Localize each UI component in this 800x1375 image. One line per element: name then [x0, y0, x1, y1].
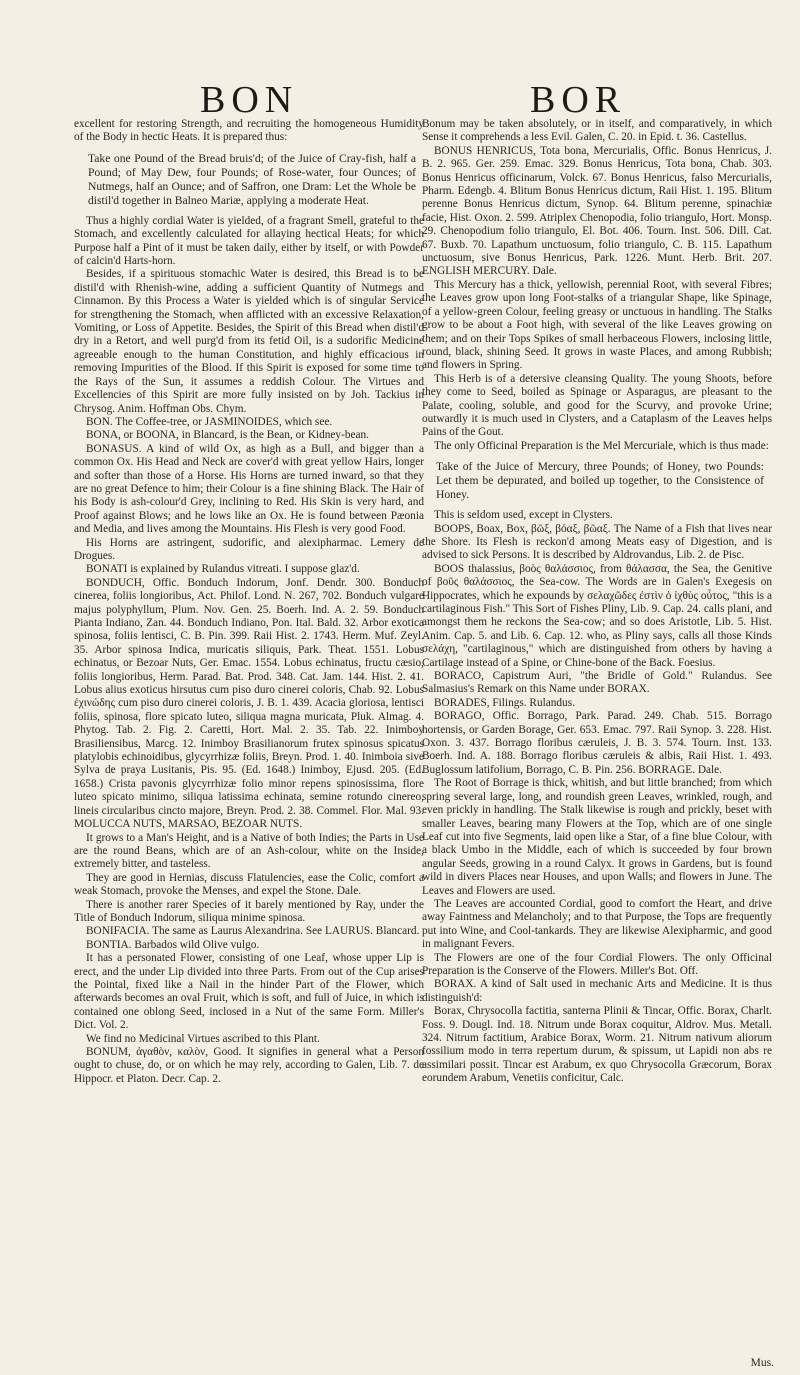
- right-running-head: BOR: [530, 79, 627, 121]
- entry-paragraph: Thus a highly cordial Water is yielded, of a fragrant Smell, grateful to the Stomach, and excellently calculated for allaying hectical Heats; for which Purpose half a Pint of it must be taken daily, either by itself, or with Powder of calcin'd Harts-horn.: [74, 214, 424, 268]
- entry-paragraph: The Root of Borrage is thick, whitish, and but little branched; from which spring several large, long, and roundish green Leaves, wrinkled, rough, and even prickly in handling. The Stalk likewise is rough and prickly, beset with smaller Leaves, bearing many Flowers at the Top, which are of one single Leaf cut into five Segments, laid open like a Star, of a fine blue Colour, with a black Umbo in the Middle, each of which is succeeded by four brown angular Seeds, growing in a round Calyx. It grows in Gardens, but is found wild in divers Places near Houses, and upon Walls; and flowers in June. The Leaves and Flowers are used.: [422, 777, 772, 897]
- entry-paragraph: BORACO, Capistrum Auri, "the Bridle of Gold." Rulandus. See Salmasius's Remark on this Name under BORAX.: [422, 670, 772, 696]
- entry-paragraph: BONASUS. A kind of wild Ox, as high as a Bull, and bigger than a common Ox. His Head and Neck are cover'd with great yellow Hairs, longer and softer than those of a Horse. His Horns are turned inward, so that they are no great Defence to him; their Colour is a fine shining Black. The Hair of his Body is ash-colour'd Grey, inclining to Red. His Skin is very hard, and Proof against Blows; and he lows like an Ox. He is found between Pæonia and Media, and lives among the Mountains. His Flesh is very good Food.: [74, 442, 424, 536]
- entry-paragraph: His Horns are astringent, sudorific, and alexipharmac. Lemery de Drogues.: [74, 536, 424, 562]
- entry-paragraph: We find no Medicinal Virtues ascribed to this Plant.: [86, 1032, 320, 1045]
- entry-paragraph: BOOS thalassius, βοὸς θαλάσσιος, from θάλασσα, the Sea, the Genitive of βοῦς θαλάσσιος, the Sea-cow. The Words are in Galen's Exegesis on Hippocrates, which he expounds by σελαχῶδες ἐστὶν ὁ ἰχθὺς οὗτος, "this is a cartilaginous Fish." This Sort of Fishes Pliny, Lib. 9. Cap. 24. calls plani, and amongst them he reckons the Sea-cow; and so does Aristotle, Lib. 5. Hist. Anim. Cap. 5. and Lib. 6. Cap. 12. who, as Pliny says, calls all those Kinds σελάχη, "cartilaginous," which are distinguished from others by having a Cartilage instead of a Spine, or Chine-bone of the Back. Foesius.: [422, 562, 772, 669]
- entry-paragraph: BONUM, ἀγαθὸν, καλὸν, Good. It signifies in general what a Person ought to chuse, do, or on which he may rely, according to Galen, Lib. 7. de Hippocr. et Platon. Decr. Cap. 2.: [74, 1046, 424, 1085]
- entry-paragraph: BONTIA. Barbados wild Olive vulgo.: [86, 938, 260, 951]
- entry-paragraph: BONA, or BOONA, in Blancard, is the Bean, or Kidney-bean.: [86, 429, 369, 442]
- entry-paragraph: Borax, Chrysocolla factitia, santerna Plinii & Tincar, Offic. Borax, Charlt. Foss. 9. Dougl. Ind. 18. Nitrum unde Borax coquitur, Aldrov. Mus. Metall. 324. Nitrum factitium, Arabice Borax, Worm. 21. Nitrum nativum aliorum fossilium modo in terra repertum durum, & spissum, ut Lapidi non abs re assimilari possit. Tincar est Arabum, ex quo Chrysocolla Græcorum, Borax eorundem Arabum, Venetiis conficitur, Calc.: [422, 1005, 772, 1085]
- entry-paragraph: This Mercury has a thick, yellowish, perennial Root, with several Fibres; the Leaves grow upon long Foot-stalks of a triangular Shape, like Spinage, of a yellow-green Colour, feeling greasy or unctuous in handling. The Stalks grow to be about a Foot high, with several of the like Leaves growing on them; and on their Tops Spikes of small herbaceous Flowers, inclosing little, round, black, shining Seed. It grows in waste Places, and among Rubbish; and flowers in Spring.: [422, 278, 772, 372]
- entry-paragraph: BONATI is explained by Rulandus vitreati. I suppose glaz'd.: [86, 563, 360, 576]
- entry-paragraph: BORADES, Filings. Rulandus.: [434, 696, 575, 709]
- catchword: Mus.: [750, 1357, 774, 1369]
- entry-paragraph: BONDUCH, Offic. Bonduch Indorum, Jonf. Dendr. 300. Bonduch cinerea, foliis longioribus, Act. Philof. Lond. N. 267, 702. Bonduch vulgare majus polyphyllum, Plum. Nov. Gen. 25. Boerh. Ind. A. 2. 59. Bonduch Pianta Indiano, Zan. 44. Bonduch Indiano, Pon. Ital. Bald. 32. Arbor exotica spinosa, foliis lentisci, C. B. Pin. 399. Raii Hist. 2. 1743. Herm. Muf. Zeyl. 35. Arbor spinosa Indica, muricatis siliquis, Park. Theat. 1551. Lobus echinatus, or Bezoar Nuts, Ger. Emac. 1554. Lobus echinatus, fructu cæsio, foliis longioribus, Herm. Parad. Bat. Prod. 348. Cat. Jam. 144. Hist. 2. 41. Lobus alius exoticus hirsutus cum piso duro cinerei coloris, Chab. 92. Lobus ἐχινώδης cum piso duro cinerei coloris, J. B. 1. 439. Acacia gloriosa, lentisci foliis, spinosa, flore spicato luteo, siliqua magna muricata, Pluk. Almag. 4. Phytog. Tab. 2. Fig. 2. Caretti, Hort. Mal. 2. 35. Tab. 22. Inimboy Brasiliensibus, Marcg. 12. Inimboy Brasilianorum frutex spinosus spicatus platylobis echinoidibus, glycyrrhizæ foliis, Breyn. Prod. 1. 40. Inimboia sive Sylva de praya Lusitanis, Pis. 95. (Ed. 1648.) Inimboy, Ejusd. 205. (Ed. 1658.) Crista pavonis glycyrrhizæ folio minor repens spinosissima, flore luteo spicato minimo, siliqua latissima echinata, semine rotundo cinereo, lineis circularibus cincto majore, Breyn. Prod. 2. 38. Commel. Flor. Mal. 93. MOLUCCA NUTS, MARSAO, BEZOAR NUTS.: [74, 576, 424, 831]
- entry-paragraph: They are good in Hernias, discuss Flatulencies, ease the Colic, comfort a weak Stomach, provoke the Menses, and expel the Stone. Dale.: [74, 871, 424, 898]
- entry-paragraph: There is another rarer Species of it barely mentioned by Ray, under the Title of Bonduch Indorum, siliqua minime spinosa.: [74, 898, 424, 924]
- entry-paragraph: This Herb is of a detersive cleansing Quality. The young Shoots, before they come to Seed, boiled as Spinage or Asparagus, are pleasant to the Palate, cooling, soluble, and good for the Scurvy, and provoke Urine; outwardly it is much used in Clysters, and a Cataplasm of the Leaves helps Pains of the Gout.: [422, 372, 772, 439]
- entry-paragraph: BON. The Coffee-tree, or JASMINOIDES, which see.: [86, 415, 333, 428]
- left-running-head: BON: [200, 79, 299, 121]
- entry-paragraph: excellent for restoring Strength, and recruiting the homogeneous Humidity of the Body in hectic Heats. It is prepared thus:: [74, 118, 424, 144]
- recipe-paragraph: Take of the Juice of Mercury, three Pounds; of Honey, two Pounds: Let them be depurated, and boiled up together, to the Consistence of Honey.: [436, 460, 764, 502]
- entry-paragraph: BORAGO, Offic. Borrago, Park. Parad. 249. Chab. 515. Borrago hortensis, or Garden Borage, Ger. 653. Emac. 797. Raii Synop. 3. 228. Hist. Oxon. 3. 437. Borrago floribus cæruleis, J. B. 3. 574. Tourn. Inst. 133. Boerh. Ind. A. 188. Borrago floribus cæruleis & albis, Raii Hist. 1. 493. Buglossum latifolium, Borrago, C. B. Pin. 256. BORRAGE. Dale.: [422, 710, 772, 776]
- entry-paragraph: It grows to a Man's Height, and is a Native of both Indies; the Parts in Use are the round Beans, which are of an Ash-colour, white on the Inside, extremely bitter, and tasteless.: [74, 831, 424, 871]
- recipe-paragraph: Take one Pound of the Bread bruis'd; of the Juice of Cray-fish, half a Pound; of May Dew, four Pounds; of Rose-water, four Ounces; of Nutmegs, half an Ounce; and of Saffron, one Dram: Let the Whole be distil'd together in Balneo Mariæ, applying a moderate Heat.: [88, 151, 416, 207]
- entry-paragraph: The Flowers are one of the four Cordial Flowers. The only Officinal Preparation is the Conserve of the Flowers. Miller's Bot. Off.: [422, 951, 772, 977]
- entry-paragraph: This is seldom used, except in Clysters.: [434, 509, 613, 522]
- entry-paragraph: BORAX. A kind of Salt used in mechanic Arts and Medicine. It is thus distinguish'd:: [422, 978, 772, 1004]
- entry-paragraph: Besides, if a spirituous stomachic Water is desired, this Bread is to be distil'd with Rhenish-wine, adding a sufficient Quantity of Nutmegs and Cinnamon. By this Process a Water is yielded which is of singular Service for strengthening the Stomach, when afflicted with an excessive Relaxation, Vomiting, or Loss of Appetite. Besides, the Spirit of this Bread when distil'd dry in a Retort, and well purg'd from its fetid Oil, is a sudorific Medicine agreeable enough to the human Constitution, and highly efficacious in removing Impurities of the Blood. If this Spirit is exposed for some time to the Rays of the Sun, it assumes a reddish Colour. The Virtues and Excellencies of this Spirit are more fully insisted on by Joh. Tackius in Chrysog. Anim. Hoffman Obs. Chym.: [74, 268, 424, 415]
- entry-paragraph: BONUS HENRICUS, Tota bona, Mercurialis, Offic. Bonus Henricus, J. B. 2. 965. Ger. 259. Emac. 329. Bonus Henricus, Tota bona, Chab. 303. Bonus Henricus officinarum, Volck. 67. Bonus Henricus, falso Mercurialis, Pharm. Edengb. 4. Blitum Bonus Henricus dictum, Raii Hist. 1. 195. Blitum perenne Bonus Henricus dictum, Synop. 64. Blitum perenne, spinachiæ facie, Hist. Oxon. 2. 599. Atriplex Chenopodia, folio triangulo, Hort. Monsp. 29. Chenopodium folio triangulo, El. Bot. 406. Tourn. Inst. 506. Dill. Cat. 67. Buxb. 70. Lapathum unctuosum, folio triangulo, C. B. 115. Lapathum unctuosum, sive Bonus Henricus, Park. 1226. Munt. Herb. Brit. 207. ENGLISH MERCURY. Dale.: [422, 144, 772, 278]
- entry-paragraph: The only Officinal Preparation is the Mel Mercuriale, which is thus made:: [434, 439, 769, 452]
- entry-paragraph: BOOPS, Boax, Box, βῶξ, βόαξ, βῶαξ. The Name of a Fish that lives near the Shore. Its Flesh is reckon'd among Meats easy of Digestion, and is advised to sick Persons. It is described by Aldrovandus, Lib. 2. de Pisc.: [422, 522, 772, 562]
- right-text-column: [422, 118, 772, 1086]
- entry-paragraph: BONIFACIA. The same as Laurus Alexandrina. See LAURUS. Blancard.: [86, 925, 420, 938]
- entry-paragraph: It has a personated Flower, consisting of one Leaf, whose upper Lip is erect, and the under Lip divided into three Parts. From out of the Cup arises the Pointal, fixed like a Nail in the hinder Part of the Flower, which afterwards becomes an oval Fruit, which is soft, and full of Juice, in which is contained one oblong Seed, inclosed in a Nut of the same Form. Miller's Dict. Vol. 2.: [74, 952, 424, 1032]
- entry-paragraph: Bonum may be taken absolutely, or in itself, and comparatively, in which Sense it comprehends a less Evil. Galen, C. 20. in Epid. t. 36. Castellus.: [422, 118, 772, 144]
- left-text-column: [74, 118, 424, 1086]
- entry-paragraph: The Leaves are accounted Cordial, good to comfort the Heart, and drive away Faintness and Melancholy; and to that Purpose, the Tops are frequently put into Wine, and Cool-tankards. They are likewise Alexipharmic, and good in malignant Fevers.: [422, 897, 772, 951]
